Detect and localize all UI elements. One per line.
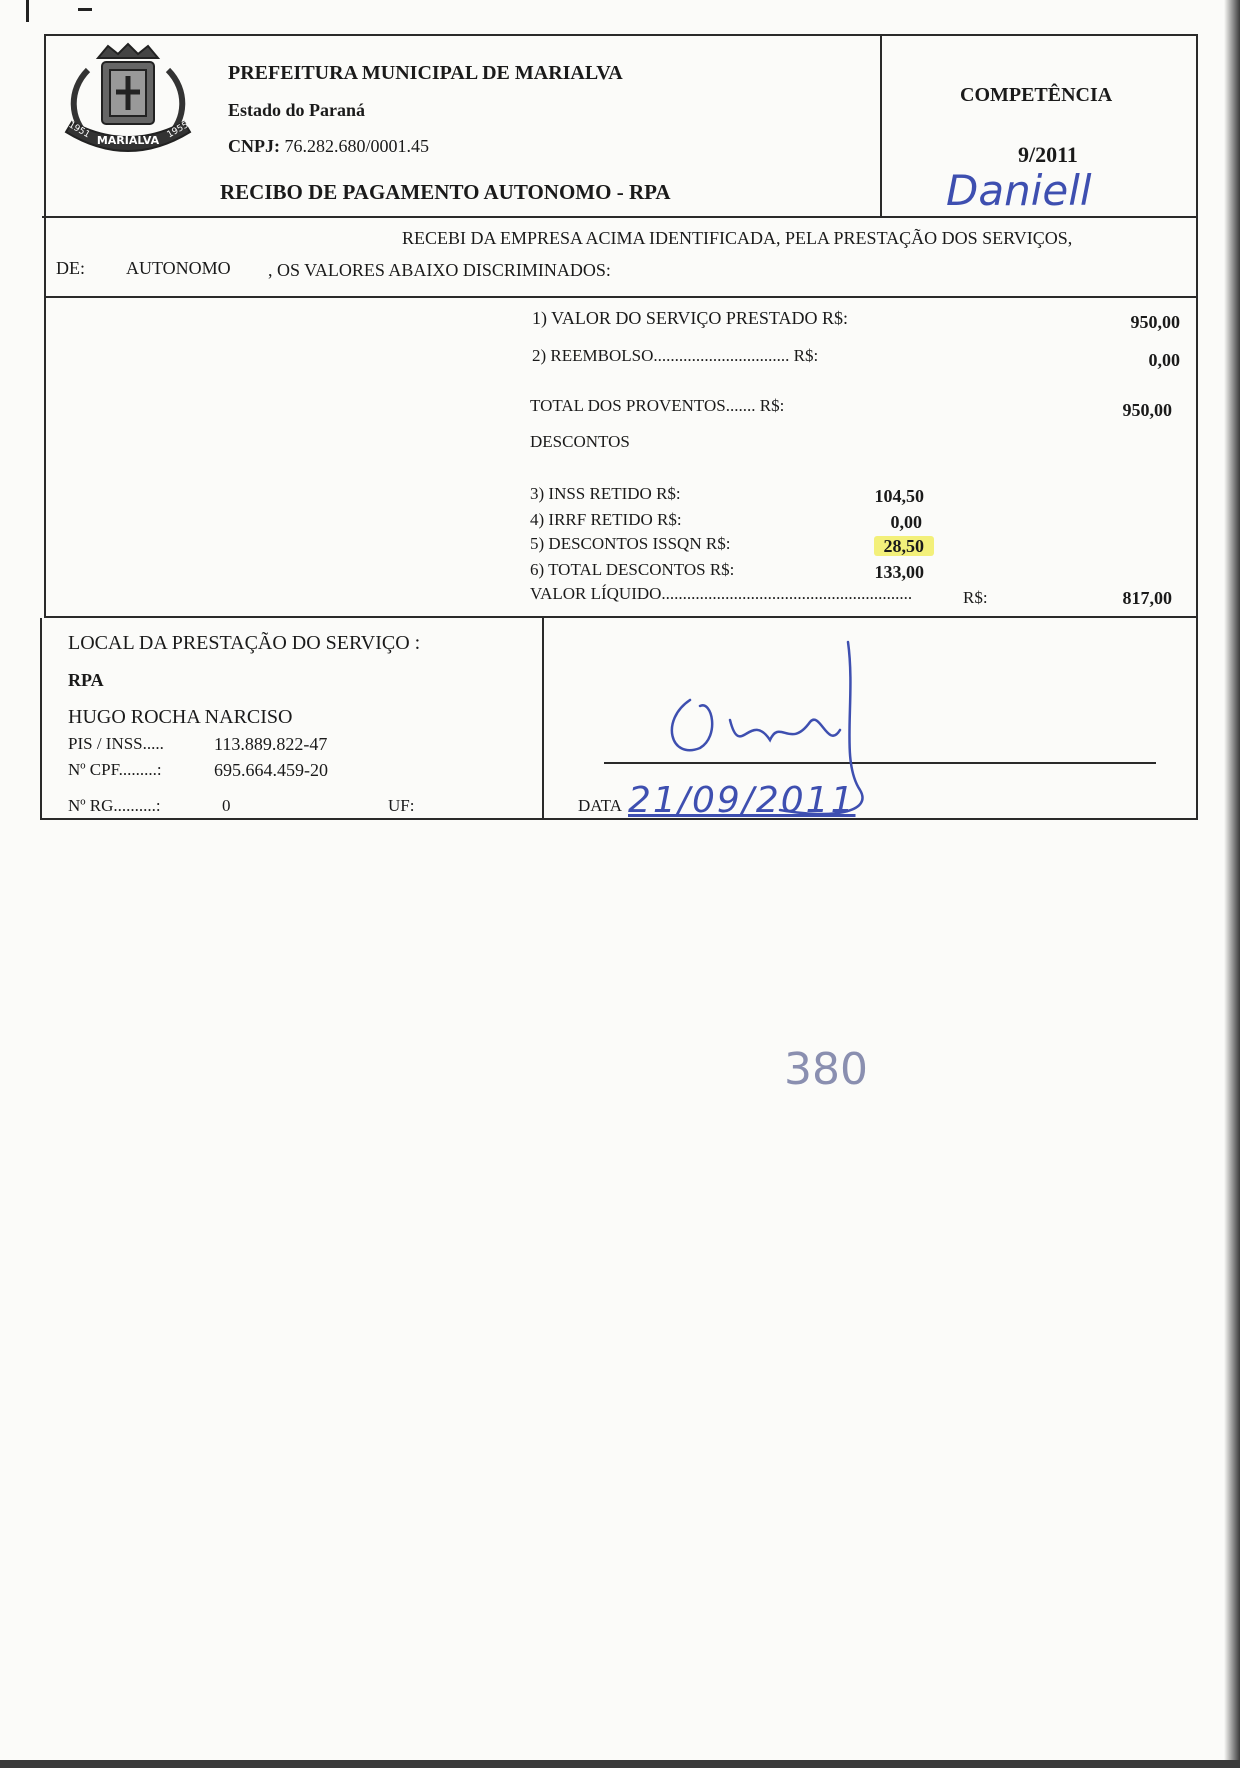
municipal-seal [58,40,198,170]
svg-text:1955: 1955 [165,120,191,141]
cnpj-value: 76.282.680/0001.45 [284,136,430,156]
liquido-currency: R$: [963,588,988,607]
pis-value: 113.889.822-47 [214,734,328,754]
descontos-label: DESCONTOS [530,432,630,451]
inss-value: 104,50 [874,486,924,506]
svg-text:MARIALVA: MARIALVA [96,134,160,147]
competencia-label: COMPETÊNCIA [960,84,1113,106]
pis-label: PIS / INSS..... [68,734,164,753]
competencia-value: 9/2011 [1018,142,1078,167]
cpf-value: 695.664.459-20 [214,760,328,780]
total-proventos-value: 950,00 [1122,400,1172,420]
data-label: DATA [578,796,622,815]
declaration-line1: RECEBI DA EMPRESA ACIMA IDENTIFICADA, PELA PRESTAÇÃO DOS SERVIÇOS, [402,228,1073,248]
scan-mark [26,0,29,22]
liquido-value: 817,00 [1122,588,1172,608]
servico-label: 1) VALOR DO SERVIÇO PRESTADO R$: [532,308,848,328]
cpf-label: Nº CPF.........: [68,760,162,779]
issqn-label: 5) DESCONTOS ISSQN R$: [530,534,731,553]
liquido-label: VALOR LÍQUIDO........................................................... [530,584,913,603]
data-handwritten: 21/09/2011 [628,780,856,821]
reembolso-label: 2) REEMBOLSO................................ R$: [532,346,819,365]
local-label: LOCAL DA PRESTAÇÃO DO SERVIÇO : [68,632,421,654]
rg-label: Nº RG..........: [68,796,161,815]
irrf-label: 4) IRRF RETIDO R$: [530,510,682,529]
irrf-value: 0,00 [890,512,922,532]
issqn-highlight: 28,50 [874,536,935,556]
de-label: DE: [56,258,85,278]
total-descontos-label: 6) TOTAL DESCONTOS R$: [530,560,735,579]
page-note: 380 [784,1044,868,1095]
scan-mark [78,8,92,19]
inss-label: 3) INSS RETIDO R$: [530,484,681,503]
de-value: AUTONOMO [126,258,231,278]
svg-text:1951: 1951 [66,120,92,141]
municipality-name: PREFEITURA MUNICIPAL DE MARIALVA [228,62,623,84]
scan-edge-right [1224,0,1240,1768]
rg-value: 0 [222,796,231,815]
document-title: RECIBO DE PAGAMENTO AUTONOMO - RPA [220,180,671,204]
cnpj [228,136,429,157]
person-name: HUGO ROCHA NARCISO [68,706,293,728]
competencia-handwritten: Daniell [946,166,1092,215]
declaration-line2: , OS VALORES ABAIXO DISCRIMINADOS: [268,260,611,280]
uf-label: UF: [388,796,415,815]
reembolso-value: 0,00 [1148,350,1180,370]
scan-edge-bottom [0,1760,1240,1768]
total-proventos-label: TOTAL DOS PROVENTOS....... R$: [530,396,785,415]
local-value: RPA [68,670,104,690]
servico-value: 950,00 [1130,312,1180,332]
state-name: Estado do Paraná [228,100,366,120]
total-descontos-value: 133,00 [874,562,924,582]
issqn-value [874,536,935,557]
cnpj-label: CNPJ: [228,136,280,156]
